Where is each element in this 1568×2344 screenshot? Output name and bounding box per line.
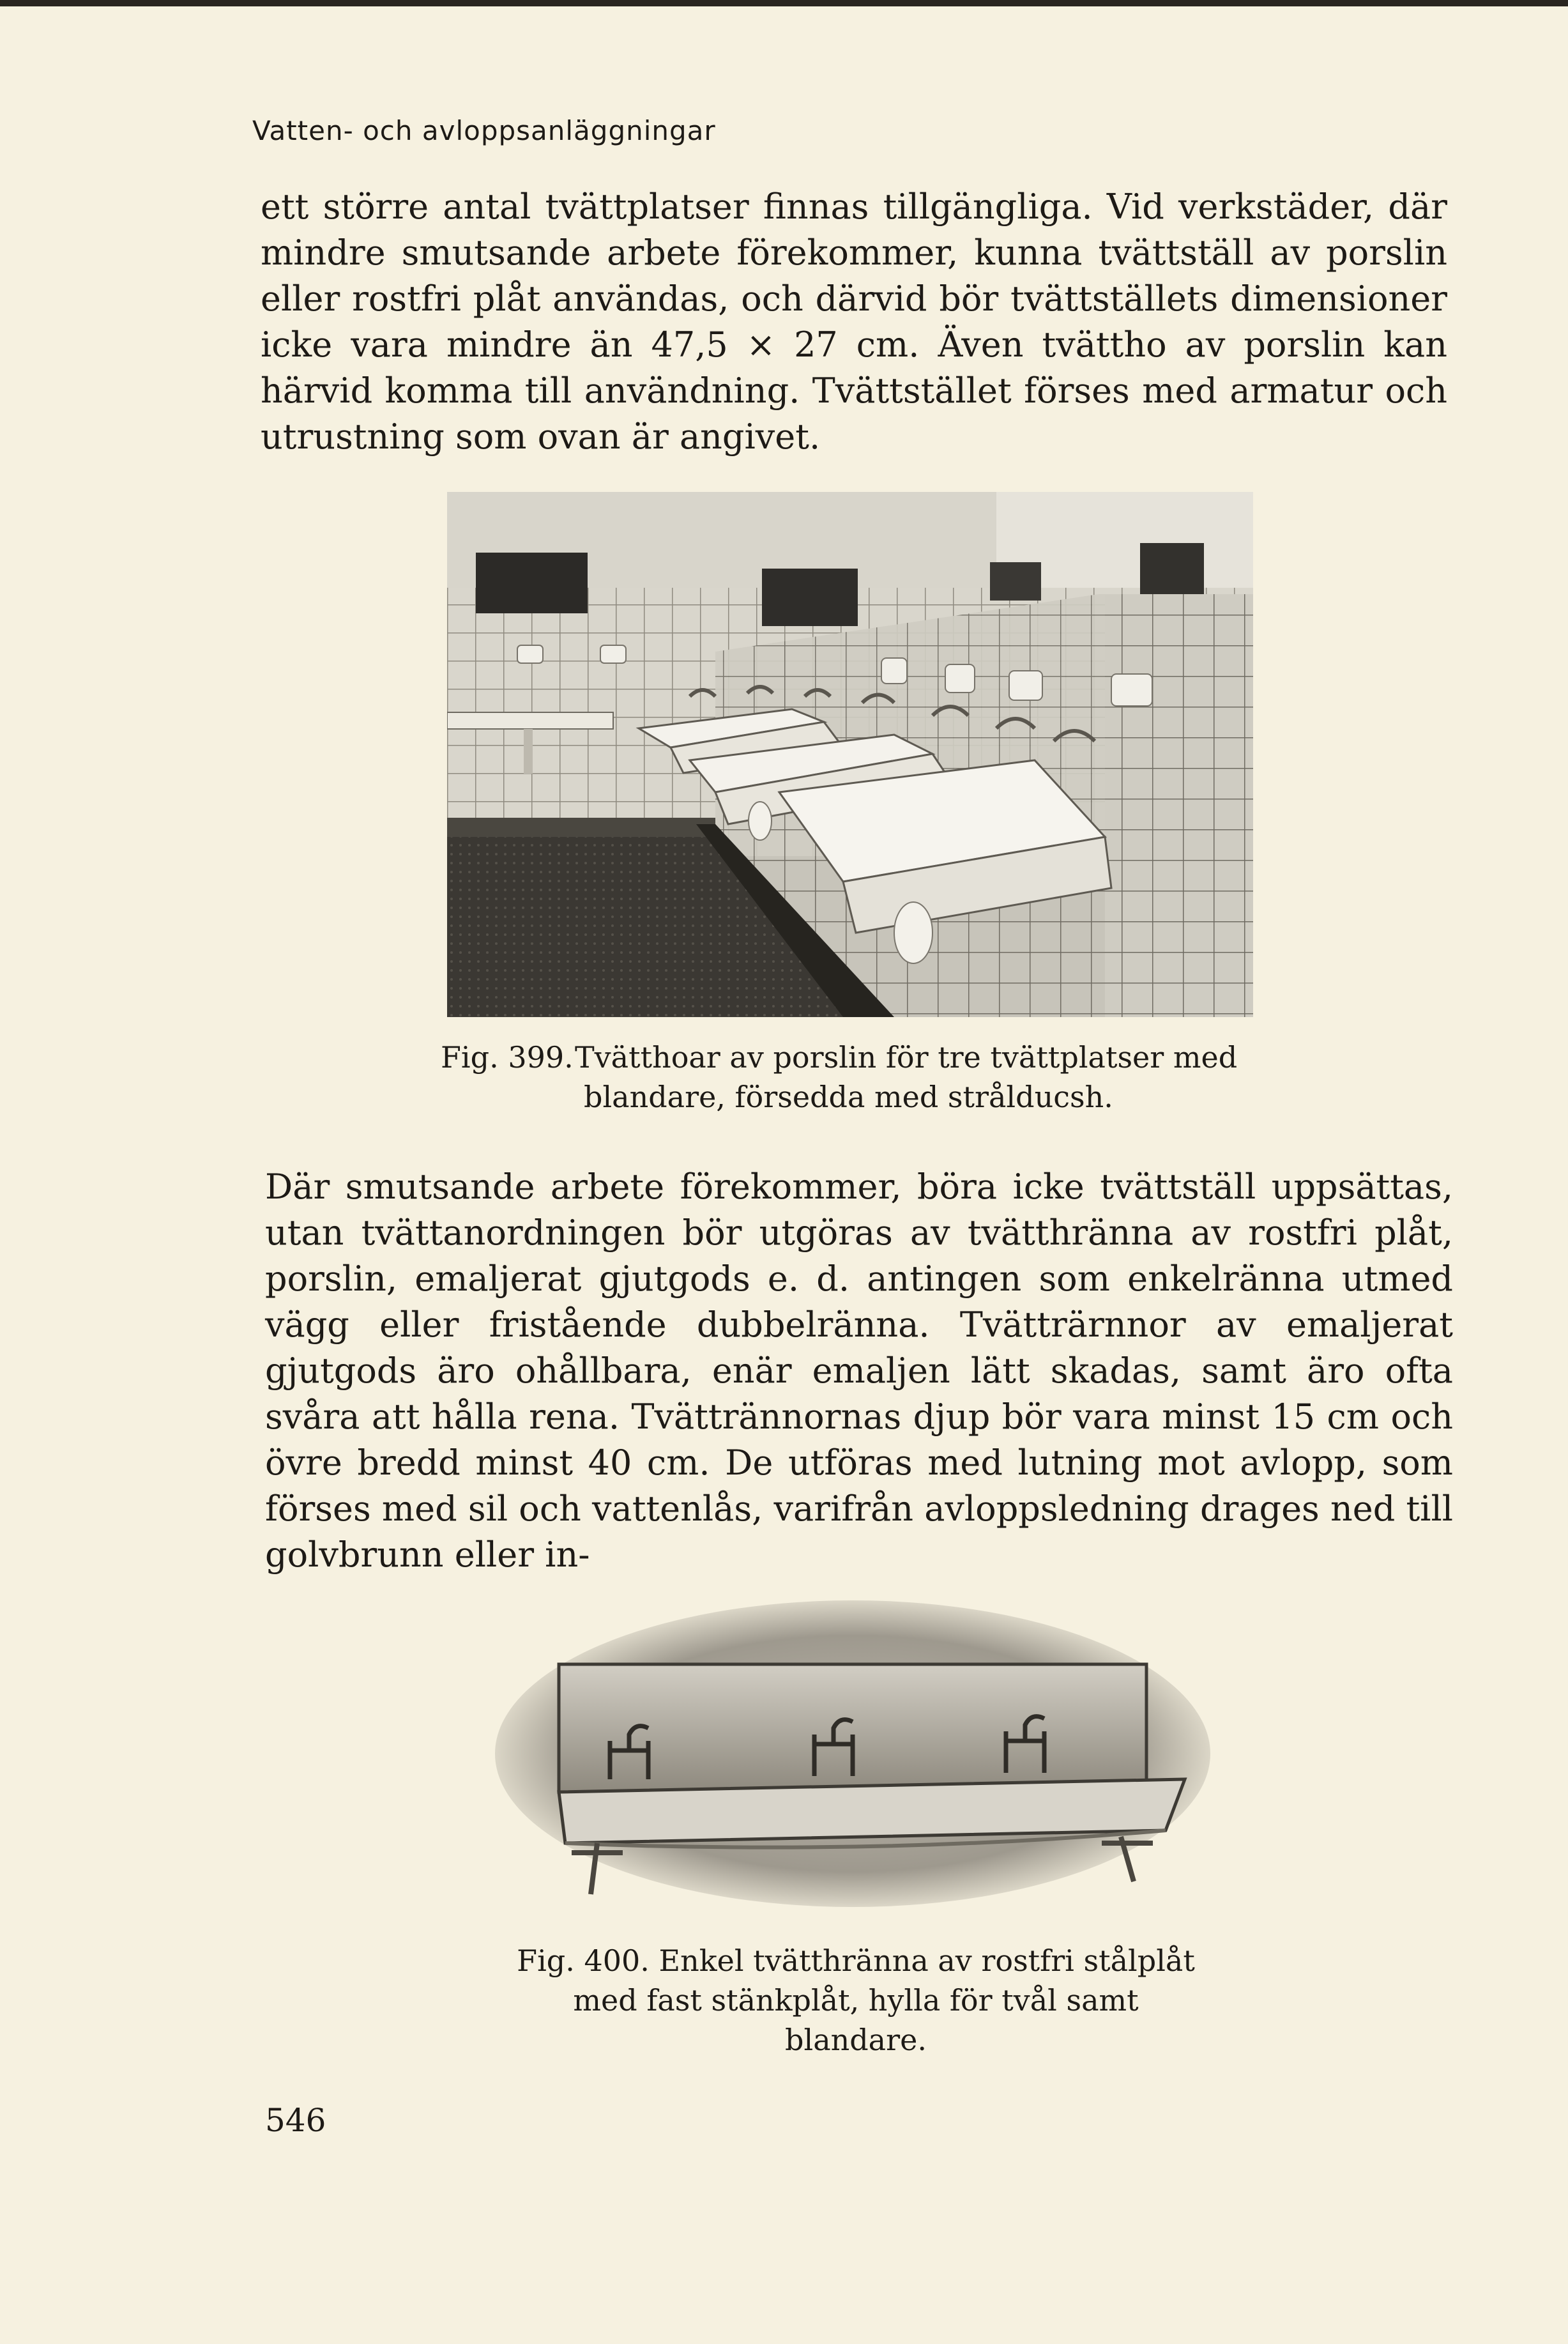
wash-trough-illustration (495, 1600, 1210, 1920)
paragraph-1: ett större antal tvättplatser finnas tillgängliga. Vid verkstäder, där mindre smutsande arbete förekommer, kunna tvättställ av porslin eller rostfri plåt användas, och därvid bör tvättställets dimensioner icke vara mindre än 47,5 × 27 cm. Även tvättho av porslin kan härvid komma till användning. Tvättstället förses med armatur och utrustning som ovan är angivet. (261, 187, 1447, 457)
figure-400-illustration (495, 1600, 1210, 1920)
washbasin-photo-illustration (447, 492, 1253, 1017)
figure-399-caption (441, 1038, 1284, 1117)
figure-400-caption (505, 1941, 1207, 2060)
figure-400-caption-line1: Fig. 400. Enkel tvätthränna av rostfri stålplåt (517, 1943, 1195, 1978)
figure-400-caption-line2: med fast stänkplåt, hylla för tvål samt (573, 1983, 1139, 2018)
running-header: Vatten- och avloppsanläggningar (252, 115, 716, 146)
figure-399-number: Fig. 399. (441, 1040, 574, 1075)
paragraph-2: Där smutsande arbete förekommer, böra icke tvättställ uppsättas, utan tvättanordningen bör utgöras av tvätthränna av rostfri plåt, porslin, emaljerat gjutgods e. d. antingen som enkelränna utmed vägg eller fristående dubbelränna. Tvätträrnnor av emaljerat gjutgods äro ohållbara, enär emaljen lätt skadas, samt äro ofta svåra att hålla rena. Tvättrännornas djup bör vara minst 15 cm och övre bredd minst 40 cm. De utföras med lutning mot avlopp, som förses med sil och vattenlås, varifrån avloppsledning drages ned till golvbrunn eller in- (265, 1167, 1453, 1575)
page-number: 546 (265, 2102, 326, 2139)
figure-400-caption-line3: blandare. (785, 2023, 927, 2057)
figure-399-photo (447, 492, 1253, 1017)
page-top-edge (0, 0, 1568, 6)
figure-399-caption-line2: blandare, försedda med strålducsh. (584, 1080, 1113, 1114)
figure-399-caption-line1: Tvätthoar av porslin för tre tvättplatser med (575, 1040, 1238, 1075)
